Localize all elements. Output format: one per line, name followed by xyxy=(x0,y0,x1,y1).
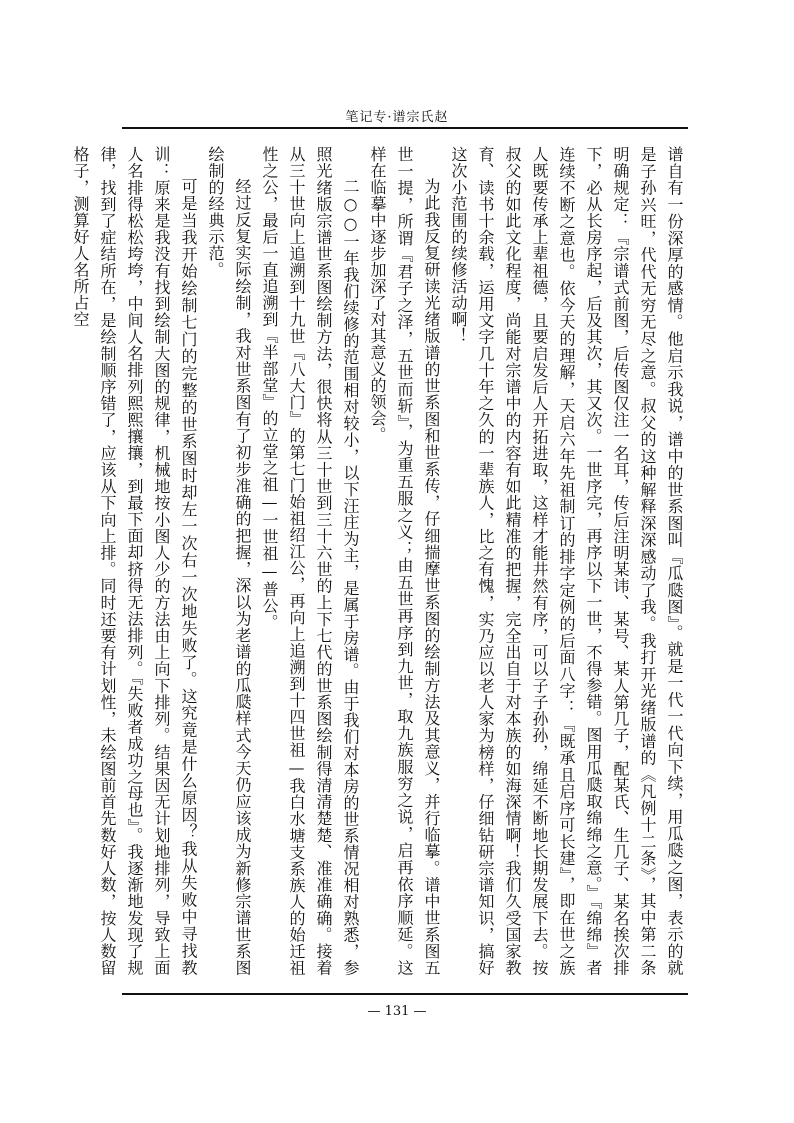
running-header: 笔记专·谱宗氏赵 xyxy=(345,110,449,125)
footer-rule xyxy=(122,993,688,995)
page-number: — 131 — xyxy=(367,1004,427,1019)
paragraph-4: 经过反复实际绘制，我对世系图有了初步准确的把握，深以为老谱的瓜瓞样式今天仍应该成为新修宗谱世系图绘制的经典示范。 xyxy=(206,146,252,976)
paragraph-5: 可是当我开始绘制七门的完整的世系图时却左一次右一次地失败了。这究竟是什么原因？我从失败中寻找教训：原来是我没有找到绘制大图的规律，机械地按小图人少的方法由上向下排列。结果因无计划地排列，导致上面人名排得松松垮垮，中间人名排列熙熙攘攘，到最下面却挤得无法排列。『失败者成功之母也』。我逐渐地发现了规律，找到了症结所在，是绘制顺序错了，应该从下向上排。同时还要有计划性，未绘图前首先数好人数，按人数留格子，测算好人名所占空 xyxy=(71,146,198,976)
header-rule xyxy=(122,127,688,129)
paragraph-2: 为此我反复研读光绪版谱的世系图和世系传，仔细揣摩世系图的绘制方法及其意义，并行临摹。谱中世系图五世一提，所谓『君子之泽，五世而斩』，为重五服之义；由五世再序到九世，取九族服穷之说，启再依序顺延。这样在临摹中逐步加深了对其意义的领会。 xyxy=(368,146,441,976)
paragraph-3: 二○○一年我们续修的范围相对较小，以下汪庄为主，是属于房谱。由于我们对本房的世系情况相对熟悉，参照光绪版宗谱世系图绘制方法，很快将从三十世到三十六世的上下七代的世系图绘制得清清楚楚、准准确确。接着从三十世向上追溯到十九世『八大门』的第七门始祖绍江公，再向上追溯到十四世祖—我白水塘支系族人的始迁祖性之公，最后一直追溯到『半部堂』的立堂之祖—一世祖—普公。 xyxy=(260,146,360,976)
paragraph-1: 谱自有一份深厚的感情。他启示我说，谱中的世系图叫『瓜瓞图』。就是一代一代向下续，用瓜瓞之图，表示的就是子孙兴旺，代代无穷无尽之意。叔父的这种解释深深感动了我。我打开光绪版谱的《凡例十二条》，其中第二条明确规定：『宗谱式前图，后传图仅注一名耳，传后注明某讳、某号、某人第几子，配某氏、生几子、某名挨次排下，必从长房序起，后及其次，其又次。一世序完，再序以下一世，不得参错。图用瓜瓞取绵绵之意。』『绵绵』者连续不断之意也。依今天的理解，天启六年先祖制订的排字定例的后面八字：『既承且启序可长建』，即在世之族人既要传承上辈祖德，且要启发后人开拓进取，这样才能井然有序，可以子子孙孙，绵延不断地长期发展下去。按叔父的如此文化程度，尚能对宗谱中的内容有如此精准的把握，完全出自于对本族的如海深情啊！我们久受国家教育、读书十余载，运用文字几十年之久的一辈族人，比之有愧，实乃应以老人家为榜样，仔细钻研宗谱知识，搞好这次小范围的续修活动啊！ xyxy=(449,146,684,976)
vertical-body-text xyxy=(67,146,688,976)
